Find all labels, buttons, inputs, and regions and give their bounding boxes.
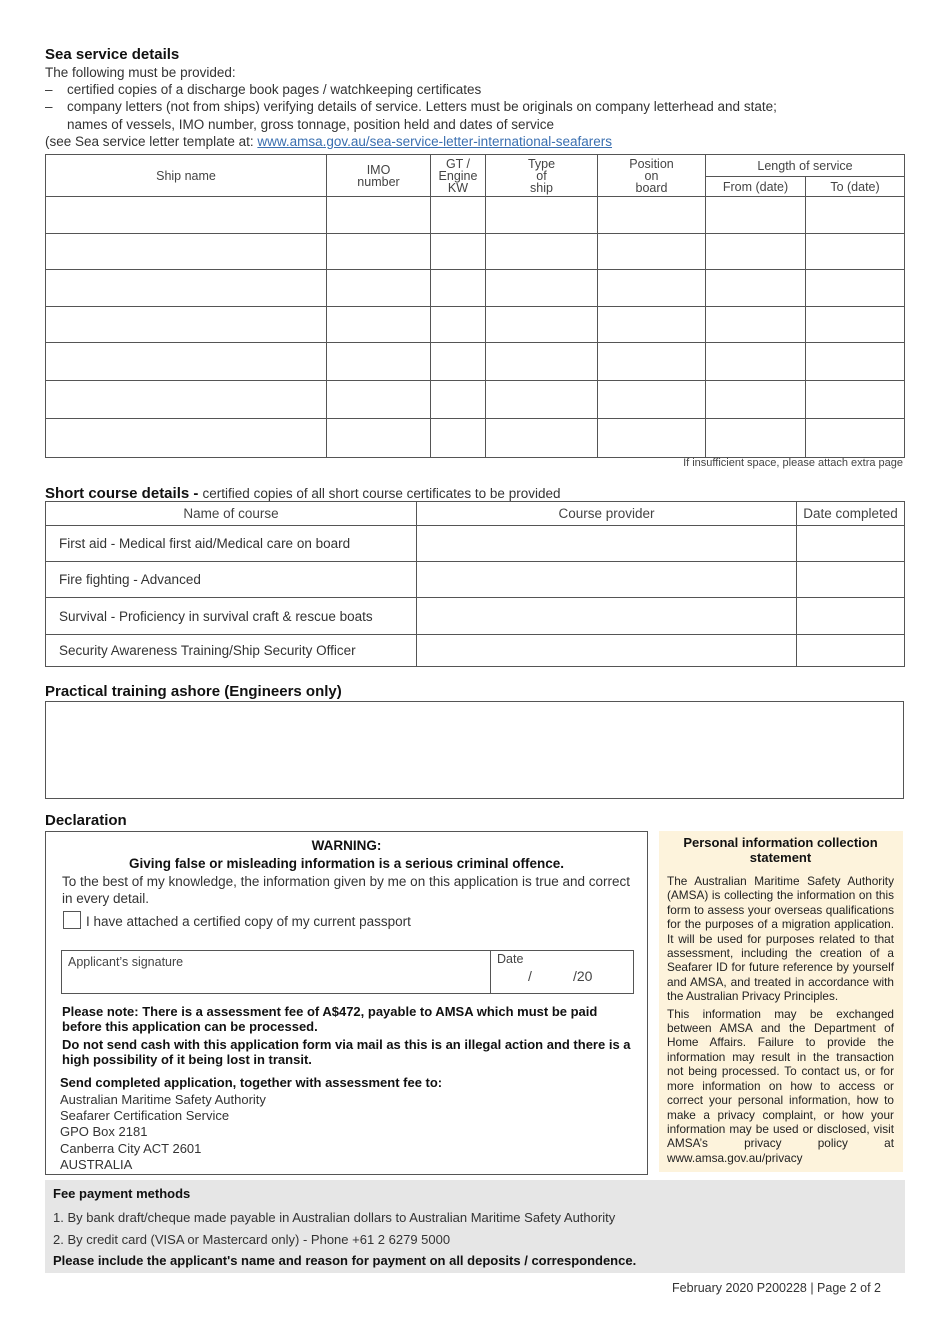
col-to-date: To (date) bbox=[806, 177, 905, 197]
signature-date-box bbox=[61, 950, 634, 994]
warning-heading: WARNING: bbox=[311, 838, 382, 853]
template-reference: (see Sea service letter template at: www.amsa.gov.au/sea-service-letter-international-seafarers bbox=[45, 134, 613, 149]
fee-method-bank-draft: 1. By bank draft/cheque made payable in Australian dollars to Australian Maritime Safety Authority bbox=[53, 1210, 616, 1225]
course-name: Survival - Proficiency in survival craft & rescue boats bbox=[46, 598, 417, 635]
sea-service-intro: The following must be provided: bbox=[45, 65, 236, 80]
sea-service-table bbox=[45, 154, 905, 458]
insufficient-space-note: If insufficient space, please attach extra page bbox=[683, 457, 903, 469]
table-row bbox=[46, 381, 905, 419]
course-name: Security Awareness Training/Ship Security Officer bbox=[46, 635, 417, 667]
col-gt-engine-kw: GT / Engine KW bbox=[431, 155, 486, 197]
short-course-table bbox=[45, 501, 905, 667]
declaration-title: Declaration bbox=[45, 812, 127, 829]
bullet-discharge-book: certified copies of a discharge book pages / watchkeeping certificates bbox=[67, 82, 482, 97]
table-row bbox=[46, 598, 905, 635]
col-ship-name: Ship name bbox=[46, 155, 327, 197]
table-row bbox=[46, 635, 905, 667]
short-course-heading: Short course details - certified copies of all short course certificates to be provided bbox=[45, 485, 561, 502]
practical-training-title: Practical training ashore (Engineers only) bbox=[45, 683, 342, 700]
postal-address: Australian Maritime Safety Authority Seafarer Certification Service GPO Box 2181 Canberra City ACT 2601 AUSTRALIA bbox=[60, 1092, 266, 1172]
date-year-prefix: /20 bbox=[573, 968, 593, 984]
bullet-company-letters: company letters (not from ships) verifying details of service. Letters must be originals on company letterhead and state; bbox=[67, 99, 777, 114]
declaration-box bbox=[45, 831, 648, 1175]
table-row bbox=[46, 197, 905, 234]
privacy-statement-panel bbox=[659, 831, 903, 1172]
col-course-name: Name of course bbox=[46, 502, 417, 526]
date-slash: / bbox=[528, 968, 532, 984]
fee-method-credit-card: 2. By credit card (VISA or Mastercard only) - Phone +61 2 6279 5000 bbox=[53, 1232, 451, 1247]
warning-text: Giving false or misleading information is a serious criminal offence. bbox=[128, 856, 565, 871]
sea-service-template-link[interactable]: www.amsa.gov.au/sea-service-letter-international-seafarers bbox=[257, 134, 613, 149]
col-course-provider: Course provider bbox=[417, 502, 797, 526]
table-row bbox=[46, 343, 905, 381]
date-label: Date bbox=[497, 952, 524, 966]
fee-payment-panel bbox=[45, 1180, 905, 1273]
send-to-heading: Send completed application, together with assessment fee to: bbox=[60, 1075, 443, 1090]
table-row bbox=[46, 270, 905, 307]
col-type-of-ship: Type of ship bbox=[486, 155, 598, 197]
no-cash-note: Do not send cash with this application form via mail as this is an illegal action and there is a high possibility of it being lost in transit. bbox=[62, 1037, 631, 1067]
sea-service-title: Sea service details bbox=[45, 46, 180, 63]
table-row bbox=[46, 419, 905, 458]
col-imo-number: IMO number bbox=[327, 155, 431, 197]
assessment-fee-note: Please note: There is a assessment fee of A$472, payable to AMSA which must be paid before this application can be processed. bbox=[62, 1004, 598, 1034]
privacy-paragraph: This information may be exchanged between AMSA and the Department of Home Affairs. Failure to provide the information may result in the transaction not being processed. To contact us, or for more information on how to access or correct your personal information, how to make a privacy complaint, or how your information may be used or disclosed, visit AMSA’s privacy policy at www.amsa.gov.au/privacy bbox=[667, 1006, 894, 1165]
course-name: Fire fighting - Advanced bbox=[46, 562, 417, 598]
passport-checkbox[interactable] bbox=[63, 911, 81, 929]
bullet-company-letters-cont: names of vessels, IMO number, gross tonnage, position held and dates of service bbox=[67, 117, 555, 132]
privacy-title: Personal information collection statement bbox=[683, 835, 878, 865]
passport-checkbox-label: I have attached a certified copy of my current passport bbox=[86, 914, 411, 929]
privacy-paragraph: The Australian Maritime Safety Authority (AMSA) is collecting the information on this form to assess your overseas qualifications for the purposes of a migration application. It will be used for purposes related to that assessment, including the creation of a Seafarer ID for future reference by yourself and AMSA, and treated in accordance with the Australian Privacy Principles. bbox=[667, 874, 894, 1004]
fee-payment-title: Fee payment methods bbox=[53, 1186, 191, 1201]
signature-label: Applicant’s signature bbox=[68, 955, 184, 969]
page-footer: February 2020 P200228 | Page 2 of 2 bbox=[672, 1281, 881, 1295]
practical-training-field[interactable] bbox=[45, 701, 904, 799]
bullet-dash: – bbox=[45, 99, 53, 114]
col-from-date: From (date) bbox=[706, 177, 806, 197]
declaration-statement: To the best of my knowledge, the information given by me on this application is true and correct in every detail. bbox=[62, 874, 631, 906]
col-date-completed: Date completed bbox=[797, 502, 905, 526]
bullet-dash: – bbox=[45, 82, 53, 97]
fee-payment-instruction: Please include the applicant's name and reason for payment on all deposits / correspondence. bbox=[53, 1253, 637, 1268]
col-length-of-service: Length of service bbox=[706, 155, 905, 177]
table-row bbox=[46, 234, 905, 270]
table-row bbox=[46, 307, 905, 343]
col-position-on-board: Position on board bbox=[598, 155, 706, 197]
table-row bbox=[46, 562, 905, 598]
table-row bbox=[46, 526, 905, 562]
course-name: First aid - Medical first aid/Medical care on board bbox=[46, 526, 417, 562]
signature-field[interactable] bbox=[62, 951, 490, 993]
